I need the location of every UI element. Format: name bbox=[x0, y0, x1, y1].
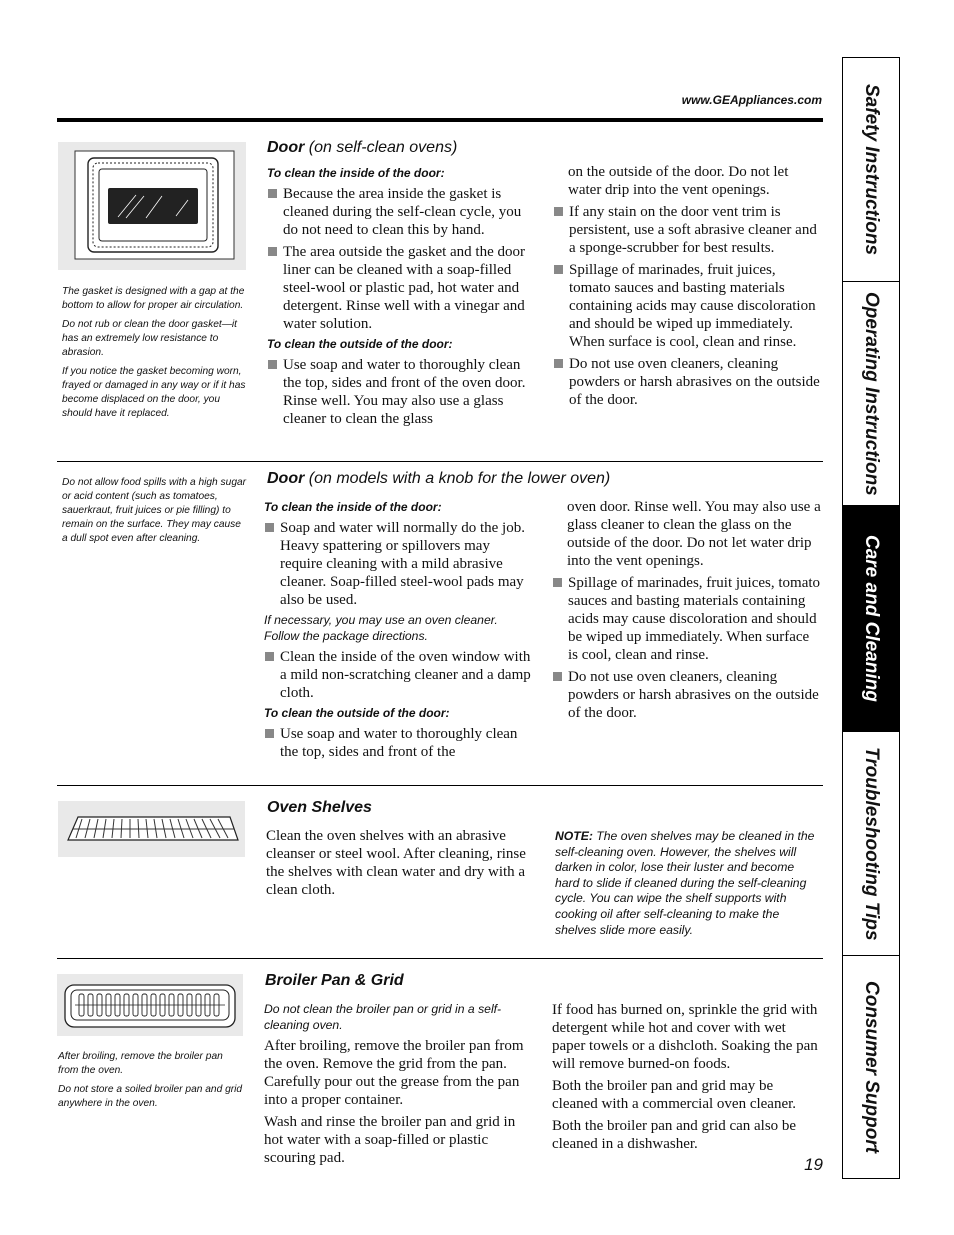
door-knob-right-column bbox=[552, 498, 822, 726]
door-knob-left-column bbox=[264, 500, 536, 765]
bullet-clean-window: Clean the inside of the oven window with a mild non-scratching cleaner and a damp cloth. bbox=[264, 648, 536, 702]
broiler-pan-illustration bbox=[57, 974, 243, 1036]
bullet-no-oven-cleaners: Do not use oven cleaners, cleaning powders or harsh abrasives on the outside of the door. bbox=[553, 355, 821, 409]
section-title-broiler: Broiler Pan & Grid bbox=[265, 972, 404, 989]
section-tabs-sidebar bbox=[842, 57, 900, 1179]
tab-label: Safety Instructions bbox=[861, 83, 882, 256]
tab-label: Consumer Support bbox=[861, 980, 882, 1154]
bullet-outside-soap-water: Use soap and water to thoroughly clean the top, sides and front of the oven door. Rinse well. You may also use a glass cleaner to clean the glass bbox=[267, 356, 537, 428]
door-knob-caption bbox=[62, 476, 248, 551]
door-self-clean-left-column bbox=[267, 166, 537, 432]
caption-do-not-rub: Do not rub or clean the door gasket—it has an extremely low resistance to abrasion. bbox=[62, 319, 237, 358]
tab-troubleshooting-tips[interactable] bbox=[843, 732, 899, 956]
tab-label: Troubleshooting Tips bbox=[861, 746, 882, 941]
tab-care-and-cleaning[interactable] bbox=[843, 506, 899, 732]
bullet-knob-spillage: Spillage of marinades, fruit juices, tomato sauces and basting materials containing acids may cause discoloration and should be wiped up immediately. When surface is cool, clean and rinse. bbox=[552, 574, 822, 664]
website-url: www.GEAppliances.com bbox=[681, 93, 822, 107]
tab-label: Operating Instructions bbox=[861, 291, 882, 496]
oven-shelves-instructions: Clean the oven shelves with an abrasive cleanser or steel wool. After cleaning, rinse the shelves with clean water and dry with a clean cloth. bbox=[266, 828, 526, 898]
section-divider bbox=[57, 958, 823, 959]
oven-shelf-icon bbox=[58, 801, 245, 857]
note-text: The oven shelves may be cleaned in the self-cleaning oven. However, the shelves will darken in color, lose their luster and become hard to slide if cleaned during the self-cleaning cycle. You can wipe the shelf supports with cooking oil after self-cleaning to make the shelves slide more easily. bbox=[555, 829, 815, 937]
oven-door-gasket-icon bbox=[58, 142, 246, 270]
tab-operating-instructions[interactable] bbox=[843, 282, 899, 506]
caption-do-not-store: Do not store a soiled broiler pan and grid anywhere in the oven. bbox=[58, 1084, 243, 1109]
tab-label: Care and Cleaning bbox=[861, 535, 882, 702]
inside-door-heading: To clean the inside of the door: bbox=[267, 166, 445, 180]
title-door-subtitle: (on self-clean ovens) bbox=[304, 139, 458, 156]
note-oven-cleaner: If necessary, you may use an oven cleaner. Follow the package directions. bbox=[264, 613, 498, 643]
header-rule bbox=[57, 118, 823, 122]
caption-replace-gasket: If you notice the gasket becoming worn, frayed or damaged in any way or if it has become displaced on the door, you should have it replaced. bbox=[62, 366, 246, 419]
section-divider bbox=[57, 785, 823, 786]
broiler-right-column bbox=[552, 1001, 822, 1157]
bullet-outside-gasket: The area outside the gasket and the door liner can be cleaned with a soap-filled steel-wool or plastic pad, hot water and detergent. Rinse well with a vinegar and water solution. bbox=[267, 243, 537, 333]
bullet-inside-gasket: Because the area inside the gasket is cleaned during the self-clean cycle, you do not need to clean this by hand. bbox=[267, 185, 537, 239]
bullet-spillage: Spillage of marinades, fruit juices, tomato sauces and basting materials containing acids may cause discoloration and should be wiped up immediately. When surface is cool, clean and rinse. bbox=[553, 261, 821, 351]
oven-shelf-illustration bbox=[58, 801, 245, 857]
oven-shelves-body bbox=[266, 827, 526, 903]
bullet-vent-trim-stain: If any stain on the door vent trim is persistent, use a soft abrasive cleaner and a sponge-scrubber for best results. bbox=[553, 203, 821, 257]
broiler-pan-icon bbox=[57, 974, 243, 1036]
door-self-clean-right-column bbox=[553, 163, 821, 413]
door-gasket-captions bbox=[62, 285, 252, 426]
broiler-left-column bbox=[264, 1002, 536, 1171]
title-door-knob-subtitle: (on models with a knob for the lower oven) bbox=[304, 470, 611, 487]
broiler-para-dishwasher: Both the broiler pan and grid can also be cleaned in a dishwasher. bbox=[552, 1118, 797, 1152]
broiler-para-burned: If food has burned on, sprinkle the grid with detergent while hot and cover with wet paper towels or a dishcloth. Soaking the pan will remove burned-on foods. bbox=[552, 1002, 818, 1072]
bullet-knob-outside-soap: Use soap and water to thoroughly clean the top, sides and front of the bbox=[264, 725, 536, 761]
broiler-para-remove: After broiling, remove the broiler pan from the oven. Remove the grid from the pan. Carefully pour out the grease from the pan into a proper container. bbox=[264, 1038, 524, 1109]
tab-consumer-support[interactable] bbox=[843, 956, 899, 1178]
broiler-para-wash: Wash and rinse the broiler pan and grid in hot water with a soap-filled or plastic scouring pad. bbox=[264, 1114, 516, 1167]
caption-remove-broiler: After broiling, remove the broiler pan from the oven. bbox=[58, 1051, 223, 1076]
title-door-knob: Door bbox=[267, 470, 305, 487]
bullet-knob-continuation: oven door. Rinse well. You may also use a glass cleaner to clean the glass on the outside of the door. Do not let water drip into the vent openings. bbox=[567, 499, 821, 569]
section-title-door-knob bbox=[267, 470, 610, 488]
section-title-oven-shelves: Oven Shelves bbox=[267, 799, 372, 816]
bullet-soap-water-job: Soap and water will normally do the job. Heavy spattering or spillovers may require cleaning with a mild abrasive cleaner. Soap-filled steel-wool pads may also be used. bbox=[264, 519, 536, 609]
knob-inside-door-heading: To clean the inside of the door: bbox=[264, 500, 442, 514]
broiler-note: Do not clean the broiler pan or grid in a self-cleaning oven. bbox=[264, 1002, 502, 1032]
caption-food-spills: Do not allow food spills with a high sugar or acid content (such as tomatoes, sauerkraut, fruit juices or pie filling) to remain on the surface. They may cause a dull spot even after cleaning. bbox=[62, 477, 247, 544]
title-door: Door bbox=[267, 139, 305, 156]
note-label: NOTE: bbox=[555, 829, 593, 843]
section-divider bbox=[57, 461, 823, 462]
tab-safety-instructions[interactable] bbox=[843, 58, 899, 282]
outside-door-heading: To clean the outside of the door: bbox=[267, 337, 453, 351]
oven-door-illustration bbox=[58, 142, 246, 270]
bullet-continuation: on the outside of the door. Do not let water drip into the vent openings. bbox=[568, 164, 789, 198]
page-number: 19 bbox=[804, 1155, 823, 1174]
bullet-knob-no-cleaners: Do not use oven cleaners, cleaning powders or harsh abrasives on the outside of the door. bbox=[552, 668, 822, 722]
section-title-door-self-clean bbox=[267, 139, 457, 157]
caption-gasket-gap: The gasket is designed with a gap at the bottom to allow for proper air circulation. bbox=[62, 286, 245, 311]
broiler-captions bbox=[58, 1050, 244, 1116]
broiler-para-oven-cleaner: Both the broiler pan and grid may be cleaned with a commercial oven cleaner. bbox=[552, 1078, 797, 1112]
knob-outside-door-heading: To clean the outside of the door: bbox=[264, 706, 450, 721]
oven-shelves-note bbox=[555, 829, 821, 938]
